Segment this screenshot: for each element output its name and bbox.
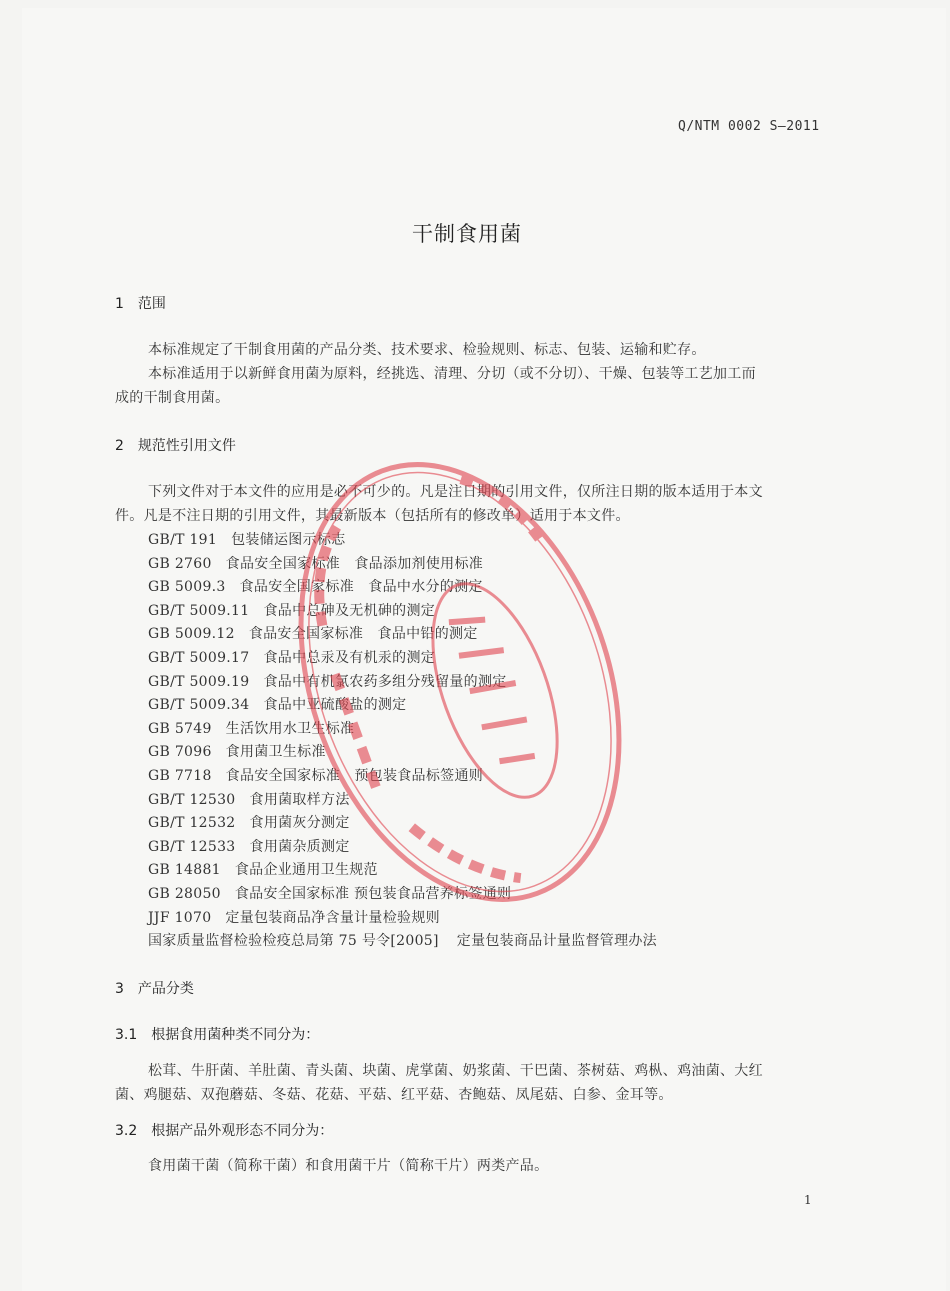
- reference-code: JJF 1070: [148, 909, 212, 926]
- reference-title: 食品安全国家标准 食品中铅的测定: [248, 626, 478, 643]
- section-3-1-text-b: 菌、鸡腿菇、双孢蘑菇、冬菇、花菇、平菇、红平菇、杏鲍菇、凤尾菇、白参、金耳等。: [115, 1087, 673, 1103]
- reference-item: [148, 718, 657, 742]
- reference-item: [148, 623, 657, 647]
- reference-title: 食用菌灰分测定: [249, 815, 350, 832]
- reference-title: 食品安全国家标准 预包装食品营养标签通则: [234, 885, 512, 902]
- reference-item: [148, 789, 657, 813]
- reference-item: [148, 671, 657, 695]
- reference-item: [148, 812, 657, 836]
- reference-code: GB 14881: [148, 862, 221, 879]
- reference-code: GB/T 12532: [148, 815, 236, 832]
- reference-item: [148, 930, 657, 954]
- reference-title: 生活饮用水卫生标准: [225, 720, 355, 737]
- section-1-para-1: 本标准规定了干制食用菌的产品分类、技术要求、检验规则、标志、包装、运输和贮存。: [148, 342, 706, 358]
- reference-item: [148, 859, 657, 883]
- reference-title: 食品中亚硫酸盐的测定: [263, 697, 407, 714]
- reference-code: 国家质量监督检验检疫总局第 75 号令[2005]: [148, 933, 439, 950]
- reference-code: GB 5749: [148, 720, 212, 737]
- section-1-para-2a: 本标准适用于以新鲜食用菌为原料，经挑选、清理、分切（或不分切）、干燥、包装等工艺加工而: [148, 366, 756, 382]
- section-3-2-heading: 3.2 根据产品外观形态不同分为：: [115, 1123, 334, 1139]
- reference-item: [148, 907, 657, 931]
- reference-item: [148, 694, 657, 718]
- reference-list: [148, 529, 657, 954]
- reference-code: GB/T 5009.34: [148, 697, 250, 714]
- section-2-heading: 2 规范性引用文件: [115, 438, 236, 454]
- section-2-intro-a: 下列文件对于本文件的应用是必不可少的。凡是注日期的引用文件，仅所注日期的版本适用于本文: [148, 484, 763, 500]
- reference-item: [148, 836, 657, 860]
- reference-title: 食用菌取样方法: [249, 791, 350, 808]
- reference-title: 定量包装商品计量监督管理办法: [456, 933, 657, 950]
- document-page: [22, 8, 946, 1291]
- reference-code: GB 5009.12: [148, 626, 235, 643]
- section-2-intro-b: 件。凡是不注日期的引用文件，其最新版本（包括所有的修改单）适用于本文件。: [115, 508, 630, 524]
- reference-code: GB 7096: [148, 744, 212, 761]
- reference-title: 食品中总汞及有机汞的测定: [263, 649, 436, 666]
- page-number: 1: [804, 1193, 812, 1207]
- section-3-1-heading: 3.1 根据食用菌种类不同分为：: [115, 1027, 320, 1043]
- reference-code: GB/T 12533: [148, 838, 236, 855]
- reference-code: GB/T 12530: [148, 791, 236, 808]
- reference-code: GB 7718: [148, 767, 212, 784]
- reference-item: [148, 529, 657, 553]
- document-title: 干制食用菌: [412, 222, 522, 246]
- standard-code: Q/NTM 0002 S—2011: [678, 119, 820, 134]
- reference-title: 食品安全国家标准 预包装食品标签通则: [225, 767, 484, 784]
- section-1-heading: 1 范围: [115, 296, 166, 312]
- reference-item: [148, 765, 657, 789]
- reference-code: GB/T 5009.11: [148, 602, 250, 619]
- reference-item: [148, 576, 657, 600]
- reference-code: GB 5009.3: [148, 579, 226, 596]
- section-1-para-2b: 成的干制食用菌。: [115, 390, 230, 406]
- reference-title: 食品中有机氯农药多组分残留量的测定: [263, 673, 507, 690]
- section-3-2-text: 食用菌干菌（简称干菌）和食用菌干片（简称干片）两类产品。: [148, 1158, 549, 1174]
- reference-item: [148, 600, 657, 624]
- reference-code: GB/T 5009.19: [148, 673, 250, 690]
- reference-title: 食品安全国家标准 食品添加剂使用标准: [225, 555, 484, 572]
- reference-item: [148, 741, 657, 765]
- reference-title: 定量包装商品净含量计量检验规则: [225, 909, 440, 926]
- section-3-heading: 3 产品分类: [115, 981, 194, 997]
- section-3-1-text-a: 松茸、牛肝菌、羊肚菌、青头菌、块菌、虎掌菌、奶浆菌、干巴菌、茶树菇、鸡枞、鸡油菌、大红: [148, 1063, 763, 1079]
- reference-code: GB 2760: [148, 555, 212, 572]
- reference-item: [148, 647, 657, 671]
- reference-title: 食品安全国家标准 食品中水分的测定: [239, 579, 483, 596]
- reference-code: GB/T 5009.17: [148, 649, 250, 666]
- reference-code: GB 28050: [148, 885, 221, 902]
- reference-item: [148, 553, 657, 577]
- reference-code: GB/T 191: [148, 532, 218, 548]
- reference-title: 食用菌卫生标准: [225, 744, 326, 761]
- reference-item: [148, 883, 657, 907]
- reference-title: 食品企业通用卫生规范: [234, 862, 378, 879]
- reference-title: 食品中总砷及无机砷的测定: [263, 602, 436, 619]
- reference-title: 包装储运图示标志: [231, 532, 346, 548]
- reference-title: 食用菌杂质测定: [249, 838, 350, 855]
